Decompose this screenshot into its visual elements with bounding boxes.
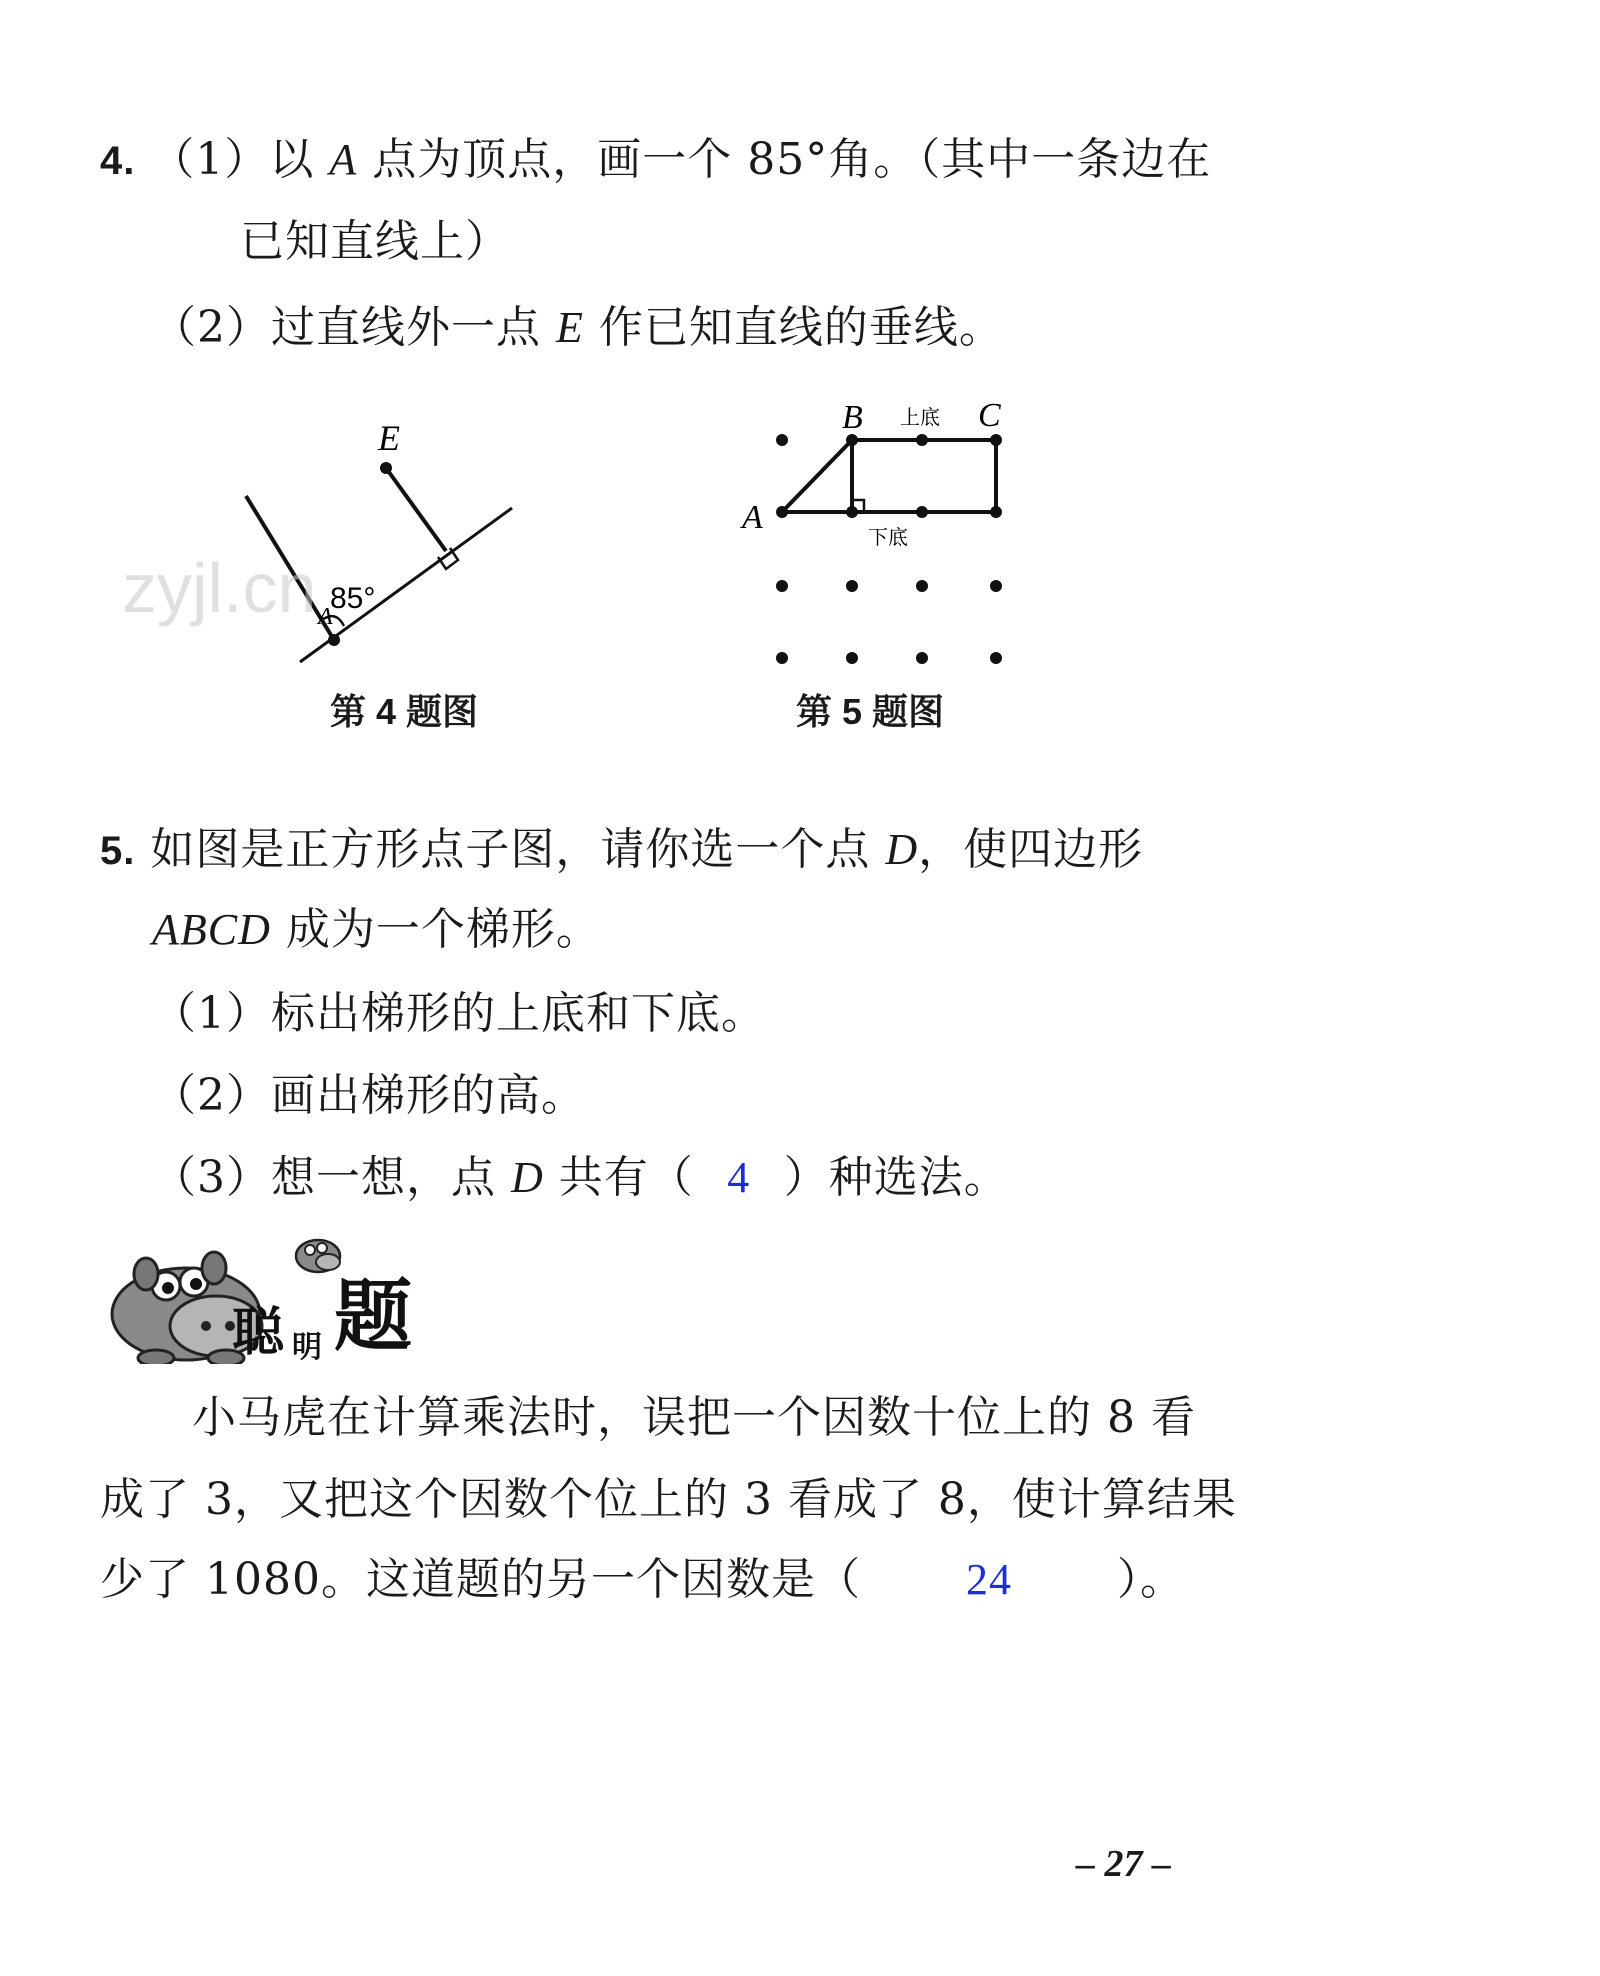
brain-title-ming: 明 [292,1330,322,1365]
fig5-label-c: C [978,397,1001,434]
q4-part2-label: （2） [152,302,271,353]
fig5-label-b: B [842,399,863,436]
fig4-caption: 第 4 题图 [330,691,479,732]
q4-part2-text-a: 过直线外一点 [271,302,541,353]
brain-title-ti: 题 [334,1272,413,1362]
brain-line3-text-b: ）。 [1116,1554,1185,1605]
brain-answer: 24 [965,1555,1012,1604]
fig5-label-top-base: 上底 [900,405,940,429]
q5-part3-text-b: 共有（ [558,1152,694,1203]
grid-dot [846,652,858,664]
grid-dot [990,580,1002,592]
q5-line2 [152,902,601,958]
fig4-label-angle: 85° [330,582,376,615]
fig4-point-a [328,634,340,646]
q5-part2: （2）画出梯形的高。 [152,1070,586,1121]
fig5-label-a: A [742,499,763,536]
grid-dot [776,652,788,664]
watermark: zyjl.cn [122,549,317,627]
fig4-label-e: E [378,418,400,458]
q5-part3-text-c: ）种选法。 [783,1152,1009,1203]
q4-part2-text-b: 作已知直线的垂线。 [598,302,1004,353]
q4-line2: 已知直线上） [240,216,510,267]
brain-title-cong: 聪 [232,1303,285,1363]
q4-number: 4. [100,139,136,183]
page-number: – 27 – [1076,1843,1171,1885]
q5-text-c: 成为一个梯形。 [285,904,601,955]
q4-part1-text-b: 点为顶点，画一个 85°角。（其中一条边在 [372,134,1212,185]
brain-line1: 小马虎在计算乘法时，误把一个因数十位上的 8 看 [192,1392,1196,1443]
q5-part3 [152,1150,1009,1206]
q5-line1 [100,822,1143,879]
grid-dot [916,652,928,664]
q4-var-e: E [556,303,584,352]
q4-part1-label: （1） [150,134,270,185]
fig4-label-a: A [318,604,333,630]
grid-dot [776,434,788,446]
q5-part3-var-d: D [511,1153,544,1202]
grid-dot [916,580,928,592]
q5-part1: （1）标出梯形的上底和下底。 [152,988,766,1039]
q4-var-a: A [329,135,358,184]
q5-text-b: ，使四边形 [918,824,1144,875]
fig5-dot-grid [776,434,1002,664]
fig4-point-e [380,462,392,474]
fig5-caption: 第 5 题图 [796,691,945,732]
q5-part3-text-a: （3）想一想，点 [152,1152,496,1203]
brain-line3 [100,1552,1185,1608]
q4-part1-text-a: 以 [269,134,315,185]
fig5-trapezoid [782,440,996,512]
brain-line3-text-a: 少了 1080。这道题的另一个因数是（ [100,1554,861,1605]
q5-var-abcd: ABCD [152,905,271,954]
brain-line2: 成了 3，又把这个因数个位上的 3 看成了 8，使计算结果 [100,1474,1237,1525]
q5-number: 5. [100,829,136,873]
fig5-label-bottom-base: 下底 [868,525,908,549]
grid-dot [990,652,1002,664]
q5-var-d: D [885,825,919,874]
grid-dot [776,580,788,592]
q5-text-a: 如图是正方形点子图，请你选一个点 [150,824,871,875]
fig4-perpendicular [386,468,446,551]
grid-dot [846,580,858,592]
q5-answer: 4 [727,1153,751,1202]
